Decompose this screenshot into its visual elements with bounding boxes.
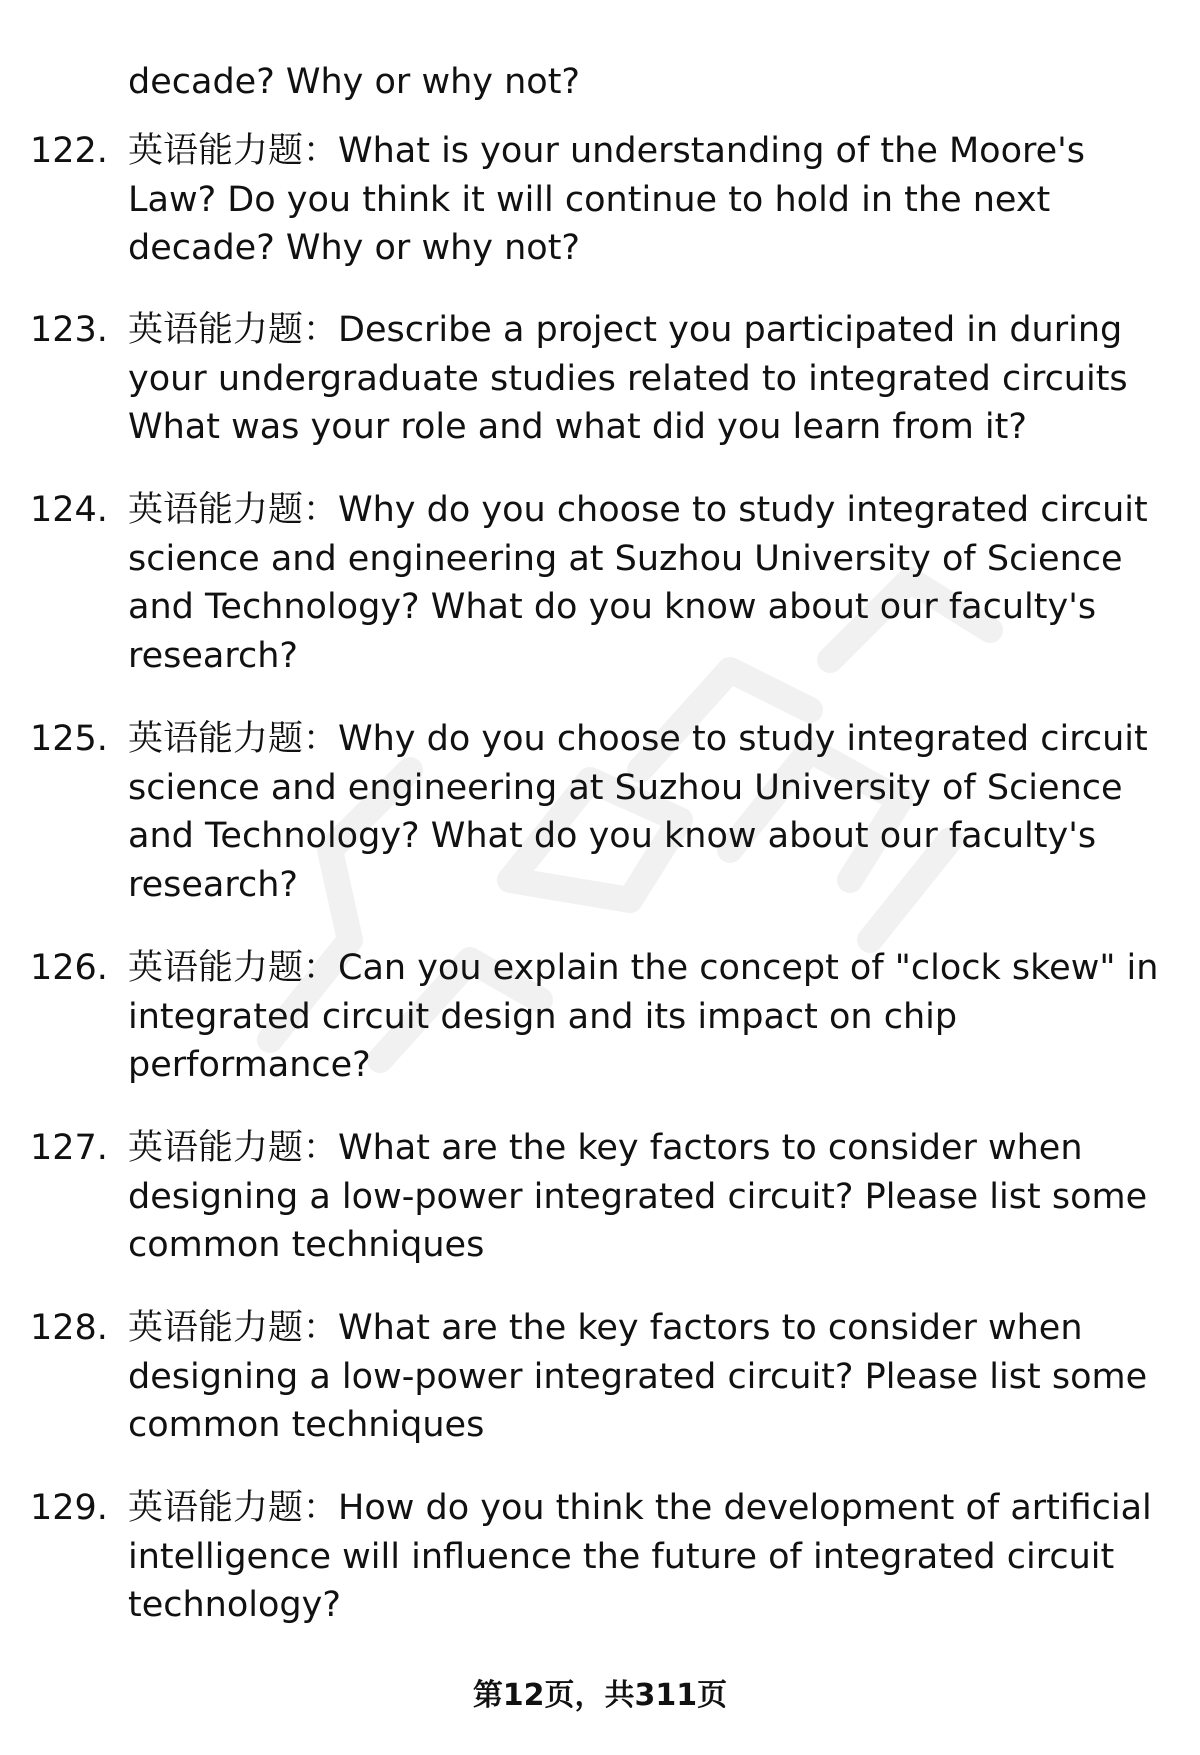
question-number: 123. (30, 310, 108, 350)
question-line: What was your role and what did you learn from it? (128, 407, 1027, 447)
question-line: and Technology? What do you know about our faculty's (128, 587, 1097, 627)
question-number: 122. (30, 131, 108, 171)
question-line: research? (128, 635, 298, 676)
question-line: technology? (128, 1585, 341, 1625)
question-line: science and engineering at Suzhou University of Science (128, 538, 1123, 579)
question-line: your undergraduate studies related to integrated circuits (128, 358, 1128, 399)
question-line: and Technology? What do you know about our faculty's (128, 816, 1097, 856)
question-text (128, 715, 1178, 909)
page-number-footer: 第12页，共311页 (472, 1678, 728, 1713)
question-number: 129. (30, 1488, 108, 1528)
question-line: Law? Do you think it will continue to hold in the next (128, 179, 1051, 220)
question-line: 英语能力题：Describe a project you participated in during (128, 310, 1123, 350)
question-line: common techniques (128, 1225, 485, 1265)
question-line: intelligence will influence the future of integrated circuit (128, 1536, 1115, 1577)
question-number: 128. (30, 1308, 108, 1348)
question-line: performance? (128, 1045, 371, 1085)
question-line: decade? Why or why not? (128, 228, 580, 268)
question-line: 英语能力题：How do you think the development of artificial (128, 1488, 1152, 1528)
question-text (128, 944, 1178, 1090)
question-line: designing a low-power integrated circuit? Please list some (128, 1176, 1148, 1217)
question-line: research? (128, 864, 298, 905)
question-text (128, 1484, 1178, 1630)
question-text (128, 1304, 1178, 1450)
question-number: 126. (30, 948, 108, 988)
question-text (128, 1124, 1178, 1270)
question-line: common techniques (128, 1405, 485, 1445)
question-line: 英语能力题：What are the key factors to consider when (128, 1128, 1083, 1168)
question-line: 英语能力题：What is your understanding of the Moore's (128, 131, 1086, 171)
question-line: designing a low-power integrated circuit? Please list some (128, 1356, 1148, 1397)
question-line: 英语能力题：Can you explain the concept of "clock skew" in (128, 948, 1159, 988)
question-line: 英语能力题：Why do you choose to study integrated circuit (128, 719, 1148, 759)
question-text (128, 486, 1178, 680)
question-text (128, 127, 1178, 273)
question-number: 127. (30, 1128, 108, 1168)
question-number: 124. (30, 490, 108, 530)
question-number: 125. (30, 719, 108, 759)
question-text (128, 306, 1178, 452)
continued-question-text: decade? Why or why not? (128, 62, 580, 102)
question-line: integrated circuit design and its impact on chip (128, 996, 958, 1037)
question-line: science and engineering at Suzhou University of Science (128, 767, 1123, 808)
question-line: 英语能力题：Why do you choose to study integrated circuit (128, 490, 1148, 530)
question-line: 英语能力题：What are the key factors to consider when (128, 1308, 1083, 1348)
